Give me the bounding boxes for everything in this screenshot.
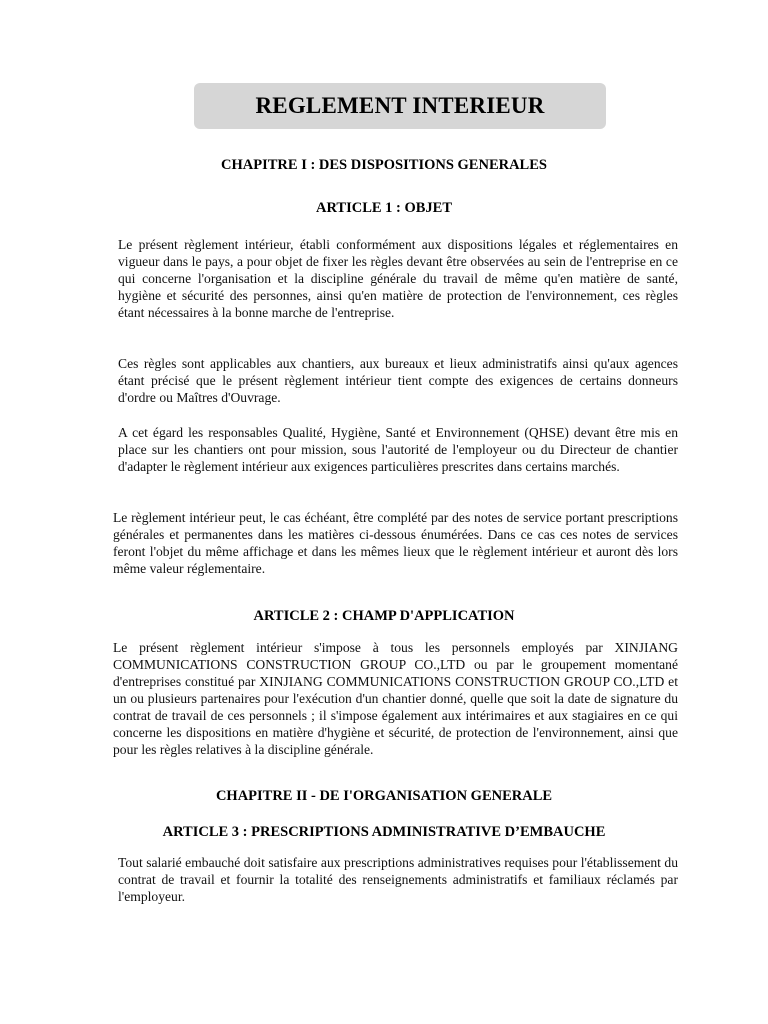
document-title: REGLEMENT INTERIEUR	[255, 93, 545, 118]
article-2-paragraph: Le présent règlement intérieur s'impose à tous les personnels employés par XINJIANG COMMUNICATIONS CONSTRUCTION GROUP CO.,LTD ou par le groupement momentané d'entreprises constitué par XINJIANG COMMUNICATIONS CONSTRUCTION GROUP CO.,LTD et un ou plusieurs partenaires pour l'exécution d'un chantier donné, quelle que soit la date de signature du contrat de travail de ces personnels ; il s'impose également aux intérimaires et aux stagiaires en ce qui concerne les dispositions en matière d'hygiène et sécurité, de protection de l'environnement, ainsi que pour les règles relatives à la discipline générale.	[113, 640, 678, 757]
article-1-paragraph-2: Ces règles sont applicables aux chantiers, aux bureaux et lieux administratifs ainsi qu'aux agences étant précisé que le présent règlement intérieur tient compte des exigences de certains donneurs d'ordre ou Maîtres d'Ouvrage.	[118, 356, 678, 405]
title-banner	[194, 83, 606, 129]
chapter-2-heading: CHAPITRE II - DE I'ORGANISATION GENERALE	[215, 788, 553, 804]
chapter-1-heading: CHAPITRE I : DES DISPOSITIONS GENERALES	[221, 157, 547, 173]
article-2-heading: ARTICLE 2 : CHAMP D'APPLICATION	[253, 608, 515, 624]
article-1-paragraph-3: A cet égard les responsables Qualité, Hygiène, Santé et Environnement (QHSE) devant être mis en place sur les chantiers ont pour mission, sous l'autorité de l'employeur ou du Directeur de chantier d'adapter le règlement intérieur aux exigences particulières prescrites dans certains marchés.	[118, 425, 678, 474]
article-1-paragraph-4: Le règlement intérieur peut, le cas échéant, être complété par des notes de service portant prescriptions générales et permanentes dans les matières ci-dessous énumérées. Dans ce cas ces notes de services feront l'objet du même affichage et dans les mêmes lieux que le règlement intérieur et auront dès lors même valeur réglementaire.	[113, 510, 678, 576]
article-1-paragraph-1: Le présent règlement intérieur, établi conformément aux dispositions légales et réglementaires en vigueur dans le pays, a pour objet de fixer les règles devant être observées au sein de l'entreprise en ce qui concerne l'organisation et la discipline générale du travail de même qu'en matière de santé, hygiène et sécurité des personnes, ainsi qu'en matière de protection de l'environnement, ces règles étant nécessaires à la bonne marche de l'entreprise.	[118, 237, 678, 320]
article-1-heading: ARTICLE 1 : OBJET	[315, 200, 453, 216]
article-3-heading: ARTICLE 3 : PRESCRIPTIONS ADMINISTRATIVE D’EMBAUCHE	[162, 824, 606, 840]
article-3-paragraph: Tout salarié embauché doit satisfaire aux prescriptions administratives requises pour l'établissement du contrat de travail et fournir la totalité des renseignements administratifs et familiaux réclamés par l'employeur.	[118, 855, 678, 904]
